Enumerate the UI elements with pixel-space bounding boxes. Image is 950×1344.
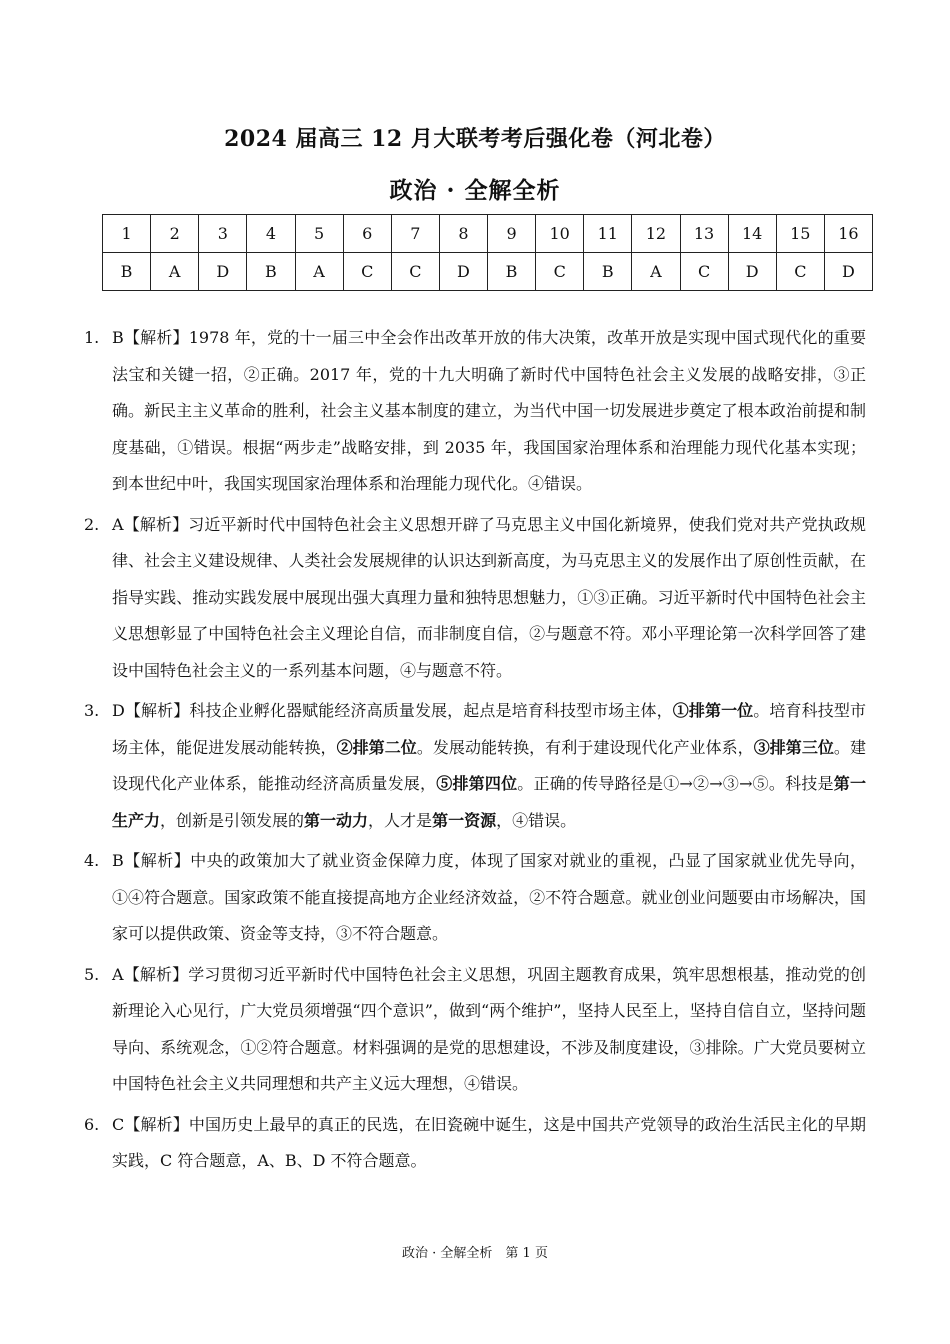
- answer-cell: A: [151, 253, 199, 291]
- question-number-cell: 1: [103, 215, 151, 253]
- emphasis-text: ⑤排第四位: [436, 774, 518, 793]
- explanation-text: 。正确的传导路径是①→②→③→⑤。科技是: [517, 774, 834, 793]
- answer-cell: D: [728, 253, 776, 291]
- explanation-item: [84, 320, 866, 503]
- explanation-text: ，创新是引领发展的: [160, 810, 305, 830]
- question-number-cell: 14: [728, 215, 776, 253]
- page-footer: 政治 · 全解全析 第 1 页: [402, 1246, 548, 1261]
- emphasis-text: ③排第三位: [753, 737, 834, 757]
- document-title: 2024 届高三 12 月大联考考后强化卷（河北卷）: [224, 126, 726, 152]
- question-number-cell: 2: [151, 215, 199, 253]
- explanation-list: [84, 320, 866, 1184]
- emphasis-text: 第一动力: [304, 810, 369, 830]
- question-number-cell: 15: [776, 215, 824, 253]
- item-explanation: A【解析】学习贯彻习近平新时代中国特色社会主义思想，巩固主题教育成果，筑牢思想根基，推动党的创新理论入心见行，广大党员须增强“四个意识”，做到“两个维护”，坚持人民至上，坚持自信自立，坚持问题导向、系统观念，①②符合题意。材料强调的是党的思想建设，不涉及制度建设，③排除。广大党员要树立中国特色社会主义共同理想和共产主义远大理想，④错误。: [112, 964, 866, 1093]
- item-number: 3.: [84, 701, 100, 720]
- answer-cell: C: [391, 253, 439, 291]
- explanation-item: [84, 507, 866, 690]
- explanation-text: ，④错误。: [496, 810, 577, 830]
- answer-cell: D: [824, 253, 872, 291]
- explanation-item: [84, 1107, 866, 1180]
- item-number: 2.: [84, 514, 100, 534]
- question-number-cell: 10: [536, 215, 584, 253]
- answer-cell: A: [632, 253, 680, 291]
- answer-cell: D: [199, 253, 247, 291]
- question-number-cell: 6: [343, 215, 391, 253]
- question-number-cell: 16: [824, 215, 872, 253]
- item-explanation: [112, 693, 866, 839]
- item-explanation: B【解析】中央的政策加大了就业资金保障力度，体现了国家对就业的重视，凸显了国家就业优先导向，①④符合题意。国家政策不能直接提高地方企业经济效益，②不符合题意。就业创业问题要由市场解决，国家可以提供政策、资金等支持，③不符合题意。: [112, 851, 866, 943]
- explanation-item: [84, 693, 866, 839]
- question-number-cell: 7: [391, 215, 439, 253]
- question-number-cell: 11: [584, 215, 632, 253]
- answer-cell: B: [584, 253, 632, 291]
- answer-table-number-row: [103, 215, 873, 253]
- explanation-text: D【解析】科技企业孵化器赋能经济高质量发展，起点是培育科技型市场主体，: [112, 701, 673, 720]
- explanation-text: 。建设现代化产业体系，能推动经济高质量发展，: [112, 737, 866, 793]
- answer-cell: A: [295, 253, 343, 291]
- item-number: 6.: [84, 1114, 100, 1134]
- emphasis-text: 第一生产力: [112, 774, 866, 830]
- emphasis-text: ①排第一位: [672, 701, 754, 720]
- explanation-item: [84, 843, 866, 953]
- item-number: 4.: [84, 851, 100, 870]
- question-number-cell: 5: [295, 215, 343, 253]
- explanation-text: 。发展动能转换，有利于建设现代化产业体系，: [416, 737, 754, 757]
- question-number-cell: 8: [439, 215, 487, 253]
- answer-cell: C: [343, 253, 391, 291]
- item-explanation: A【解析】习近平新时代中国特色社会主义思想开辟了马克思主义中国化新境界，使我们党对共产党执政规律、社会主义建设规律、人类社会发展规律的认识达到新高度，为马克思主义的发展作出了原创性贡献，在指导实践、推动实践发展中展现出强大真理力量和独特思想魅力，①③正确。习近平新时代中国特色社会主义思想彰显了中国特色社会主义理论自信，而非制度自信，②与题意不符。邓小平理论第一次科学回答了建设中国特色社会主义的一系列基本问题，④与题意不符。: [112, 514, 866, 680]
- explanation-text: ，人才是: [368, 810, 433, 830]
- emphasis-text: 第一资源: [432, 810, 497, 830]
- answer-cell: C: [536, 253, 584, 291]
- question-number-cell: 3: [199, 215, 247, 253]
- answer-cell: C: [776, 253, 824, 291]
- question-number-cell: 9: [488, 215, 536, 253]
- explanation-item: [84, 957, 866, 1103]
- document-subtitle: 政治 · 全解全析: [389, 177, 561, 204]
- question-number-cell: 4: [247, 215, 295, 253]
- answer-cell: B: [488, 253, 536, 291]
- item-number: 1.: [84, 328, 100, 347]
- answer-table-answer-row: [103, 253, 873, 291]
- item-explanation: B【解析】1978 年，党的十一届三中全会作出改革开放的伟大决策，改革开放是实现中国式现代化的重要法宝和关键一招，②正确。2017 年，党的十九大明确了新时代中国特色社会主义发展的战略安排，③正确。新民主主义革命的胜利，社会主义基本制度的建立，为当代中国一切发展进步奠定了根本政治前提和制度基础，①错误。根据“两步走”战略安排，到 2035 年，我国国家治理体系和治理能力现代化基本实现；到本世纪中叶，我国实现国家治理体系和治理能力现代化。④错误。: [112, 328, 866, 493]
- question-number-cell: 12: [632, 215, 680, 253]
- explanation-text: 。培育科技型市场主体，能促进发展动能转换，: [112, 701, 866, 757]
- emphasis-text: ②排第二位: [336, 737, 417, 757]
- item-number: 5.: [84, 964, 100, 984]
- question-number-cell: 13: [680, 215, 728, 253]
- answer-cell: D: [439, 253, 487, 291]
- answer-cell: C: [680, 253, 728, 291]
- answer-table: [102, 214, 873, 291]
- answer-cell: B: [103, 253, 151, 291]
- item-explanation: C【解析】中国历史上最早的真正的民选，在旧瓷碗中诞生，这是中国共产党领导的政治生活民主化的早期实践，C 符合题意，A、B、D 不符合题意。: [112, 1114, 866, 1170]
- answer-cell: B: [247, 253, 295, 291]
